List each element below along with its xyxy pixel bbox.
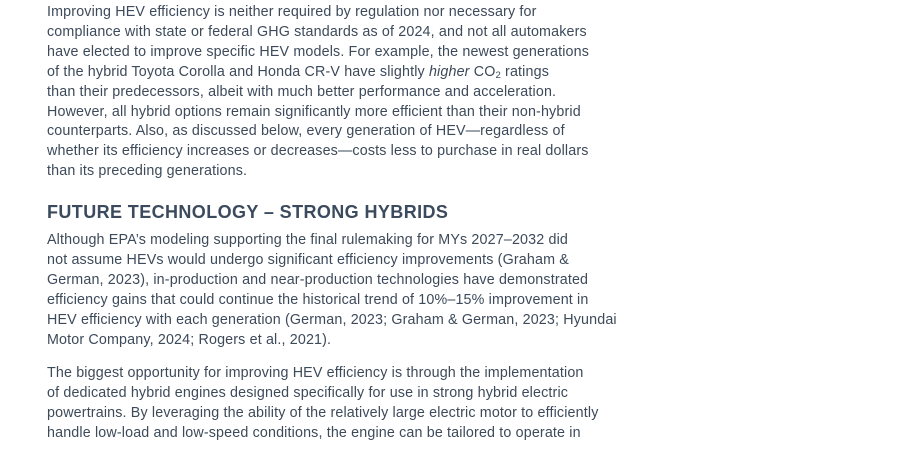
text-segment: of the hybrid Toyota Corolla and Honda CR-V have slightly xyxy=(47,63,429,80)
text-line: Although EPA’s modeling supporting the final rulemaking for MYs 2027–2032 did xyxy=(47,232,568,248)
text-line-with-emphasis xyxy=(47,63,667,83)
section-heading-container xyxy=(47,202,667,223)
emphasized-word: higher xyxy=(428,63,470,80)
text-line: powertrains. By leveraging the ability of the relatively large electric motor to efficiently xyxy=(47,404,599,421)
text-line: HEV efficiency with each generation (German, 2023; Graham & German, 2023; Hyundai xyxy=(47,311,617,328)
text-line: than its preceding generations. xyxy=(47,163,248,180)
paragraph-3-text xyxy=(47,364,667,444)
co2-subscript: 2 xyxy=(495,69,501,81)
text-line: Motor Company, 2024; Rogers et al., 2021). xyxy=(47,331,332,348)
text-line: The biggest opportunity for improving HEV efficiency is through the implementation xyxy=(47,365,584,381)
paragraph-dedicated-hybrid-engines xyxy=(47,364,667,444)
text-line: efficiency gains that could continue the historical trend of 10%–15% improvement in xyxy=(47,291,589,308)
text-line: than their predecessors, albeit with much better performance and acceleration. xyxy=(47,83,557,100)
text-line: have elected to improve specific HEV models. For example, the newest generations xyxy=(47,43,590,60)
paragraph-1-text xyxy=(47,3,667,182)
text-line: compliance with state or federal GHG standards as of 2024, and not all automakers xyxy=(47,23,587,40)
text-line: Improving HEV efficiency is neither required by regulation nor necessary for xyxy=(47,4,537,20)
co2-label: CO xyxy=(469,63,496,80)
paragraph-hev-efficiency xyxy=(47,3,667,182)
text-line: German, 2023), in-production and near-production technologies have demonstrated xyxy=(47,271,589,288)
text-line: whether its efficiency increases or decreases—costs less to purchase in real dollars xyxy=(47,143,589,160)
text-segment: ratings xyxy=(500,63,550,80)
paragraph-epa-modeling xyxy=(47,231,667,350)
text-line: counterparts. Also, as discussed below, every generation of HEV—regardless of xyxy=(47,123,565,140)
paragraph-2-text xyxy=(47,231,667,350)
section-heading: FUTURE TECHNOLOGY – STRONG HYBRIDS xyxy=(47,202,449,222)
text-line: However, all hybrid options remain significantly more efficient than their non-hybrid xyxy=(47,103,581,120)
text-line: handle low-load and low-speed conditions, the engine can be tailored to operate in xyxy=(47,424,581,441)
text-line: of dedicated hybrid engines designed specifically for use in strong hybrid electric xyxy=(47,384,569,401)
text-line: not assume HEVs would undergo significant efficiency improvements (Graham & xyxy=(47,251,569,268)
